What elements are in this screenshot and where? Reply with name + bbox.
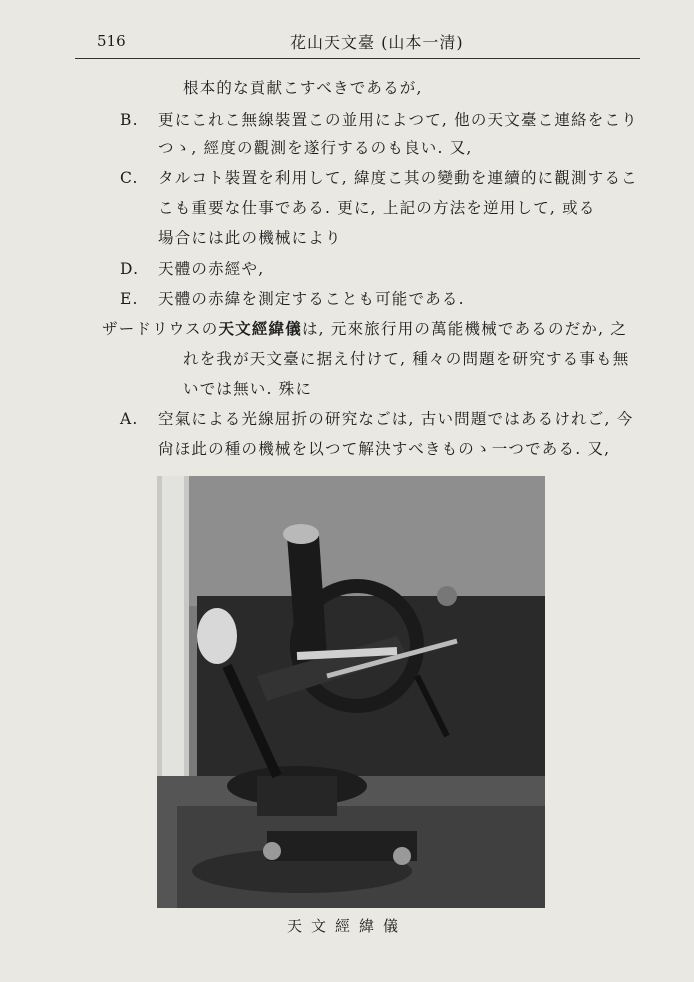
text-line — [158, 226, 342, 248]
figure-caption: 天文經緯儀 — [286, 917, 407, 935]
text-line — [120, 166, 638, 188]
theodolite-photo — [157, 476, 545, 908]
running-head — [75, 22, 640, 59]
text-line — [102, 317, 627, 339]
line-text: いでは無い. 殊に — [183, 380, 313, 398]
item-label: B. — [120, 111, 139, 129]
text-line — [120, 287, 465, 309]
item-label: C. — [120, 169, 139, 187]
line-text: 更にこれこ無線裝置この並用によつて, 他の天文臺こ連絡をこり — [158, 111, 638, 129]
line-text: タルコト裝置を利用して, 緯度こ其の變動を連續的に觀測するこ — [158, 169, 638, 187]
text-line — [120, 108, 638, 130]
line-text: ザードリウスの — [102, 320, 219, 338]
line-text: 根本的な貢献こすべきであるが, — [183, 79, 423, 97]
line-text: つゝ, 經度の觀測を遂行するのも良い. 又, — [158, 139, 473, 157]
text-line — [158, 136, 473, 158]
item-label: D. — [120, 260, 140, 278]
text-line — [183, 76, 423, 98]
text-line — [158, 437, 610, 459]
page-number: 516 — [97, 32, 126, 50]
running-title: 花山天文臺 (山本一清) — [290, 33, 464, 52]
text-line — [120, 257, 264, 279]
line-text: 天體の赤緯を測定することも可能である. — [158, 290, 465, 308]
bold-term: 天文經緯儀 — [218, 319, 302, 338]
line-text: は, 元來旅行用の萬能機械であるのだか, 之 — [301, 320, 628, 338]
line-text: こも重要な仕事である. 更に, 上記の方法を逆用して, 或る — [158, 199, 596, 217]
theodolite-illustration — [157, 476, 545, 908]
line-text: 場合には此の機械により — [158, 229, 342, 247]
text-line — [158, 196, 596, 218]
line-text: 天體の赤經や, — [158, 260, 265, 278]
text-line — [120, 407, 633, 429]
text-line — [183, 377, 312, 399]
item-label: A. — [120, 410, 139, 428]
line-text: れを我が天文臺に据え付けて, 種々の問題を研究する事も無 — [183, 350, 630, 368]
text-line — [183, 347, 629, 369]
item-label: E. — [120, 290, 139, 308]
line-text: 空氣による光線屈折の研究なごは, 古い問題ではあるけれご, 今 — [158, 410, 634, 428]
line-text: 尙ほ此の種の機械を以つて解決すべきものゝ一つである. 又, — [158, 440, 611, 458]
